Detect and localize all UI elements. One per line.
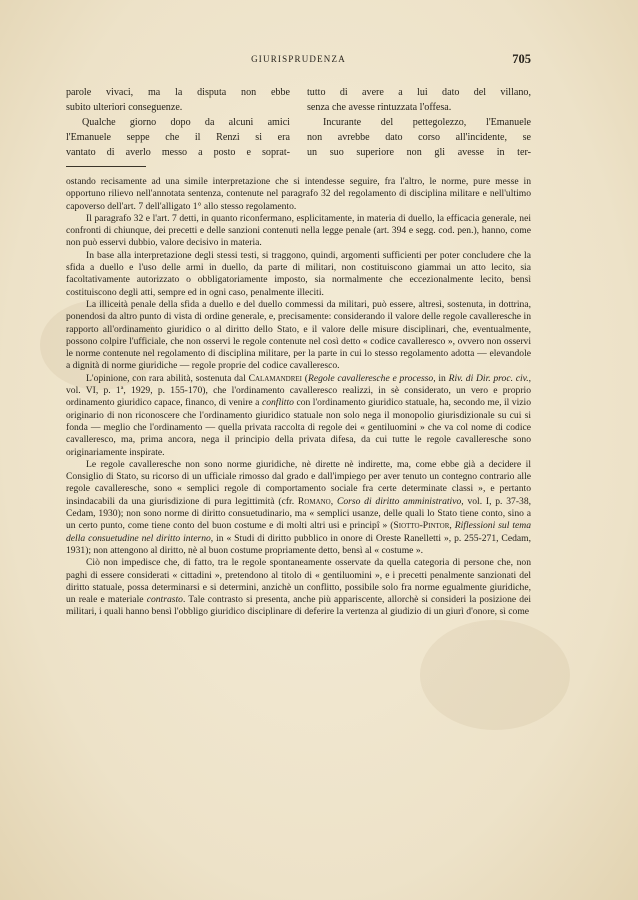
- text-run: (: [304, 372, 308, 384]
- text-line: non avrebbe dato corso all'incidente, se: [307, 132, 531, 143]
- text-run: Ciò non impedisce che, di fatto, tra le regole spontaneamente osservate da quella categoria di persone che, non paghi di essere considerati « cittadini », pretendono al titolo di « gentiluomini », e i precetti penalmente sanzionati del diritto statuale, possa determinarsi e si determini, anzichè un conflitto, possibile solo fra norme egualmente giuridiche, un reale e materiale: [66, 557, 531, 606]
- text-run: , in: [433, 372, 446, 384]
- text-line: Qualche giorno dopo da alcuni amici: [82, 117, 290, 128]
- citation-title: Riflessioni sul tema della consuetudine nel diritto interno: [66, 520, 531, 544]
- text-run: , vol. I, p. 37-38, Cedam, 1930); non sono norme di diritto consuetudinario, ma « semplici usanze, delle quali lo Stato tiene conto, sino a un certo punto, come tiene conto del buon costume e di molti altri usi e principî » (: [66, 495, 532, 532]
- footnote-paragraph: La illiceità penale della sfida a duello e del duello commessi da militari, può essere, altresì, sostenuta, in dottrina, ponendosi da altro punto di vista di ordine generale, e, precisamente: considerando il valore delle regole cavalleresche in rapporto all'ordinamento giuridico o al diritto dello Stato, e il valore delle misure disciplinari, che, eventualmente, possono colpire l'ufficiale, che non osservi le regole contenute nel così detto « codice cavalleresco », ovvero non osservi le norme contenute nel regolamento di disciplina militare, per la parte in cui lo stesso regolamento adotta — elevandole a dignità di norme giuridiche — regole proprie del codice cavalleresco.: [66, 298, 531, 372]
- author-name: Siotto-Pintor: [393, 520, 450, 532]
- text-run: L'opinione, con rara abilità, sostenuta dal: [86, 372, 246, 384]
- text-line: l'Emanuele seppe che il Renzi si era: [66, 132, 290, 143]
- author-name: Calamandrei: [248, 372, 303, 384]
- footnote-paragraph: ostando recisamente ad una simile interpretazione che si intendesse seguire, fra l'altro, le norme, pure messe in opportuno rilievo nell'annotata sentenza, contenute nel paragrafo 32 del regolamento di disciplina militare e nell'ultimo capoverso dell'art. 7 dell'alligato 1° allo stesso regolamento.: [66, 176, 531, 212]
- text-line: subito ulteriori conseguenze.: [66, 102, 183, 113]
- text-run: . Tale contrasto si presenta, anche più appariscente, allorchè si consideri la posizione dei militari, i quali hanno bensì l'obbligo giuridico disciplinare di deferire la vertenza al giudizio di un giurì d'onore, sì come: [66, 594, 531, 618]
- running-title: GIURISPRUDENZA: [251, 54, 346, 64]
- right-column: [307, 85, 531, 160]
- footnote: [66, 176, 531, 619]
- text-line: tutto di avere a lui dato del villano,: [307, 87, 531, 98]
- footnote-divider: [66, 166, 146, 167]
- footnote-paragraph: [66, 557, 531, 618]
- footnote-paragraph: Le regole cavalleresche non sono norme giuridiche, nè dirette nè indirette, ma, come ebbe già a decidere il Consiglio di Stato, su ricorso di un ufficiale rimosso dal grado e dall'impiego per aver tenuto un contegno contrario alle regole cavalleresche, sono « semplici regole di comportamento sociale fra certe determinate classi », e pertanto insindacabili da una giurisdizione di pura legittimità (cfr. Romano, Corso di diritto amministrativo, vol. I, p. 37-38, Cedam, 1930); non sono norme di diritto consuetudinario, ma « semplici usanze, delle quali lo Stato tiene conto, sino a un certo punto, come tiene conto del buon costume e di molti altri usi e principî » (Siotto-Pintor, Riflessioni sul tema della consuetudine nel diritto interno, in « Studi di diritto pubblico in onore di Oreste Ranelletti », p. 255-271, Cedam, 1931); non attengono al diritto, nè al buon costume propriamente detto, bensì al « costume ».: [66, 458, 532, 556]
- text-line: senza che avesse rintuzzata l'offesa.: [307, 102, 452, 113]
- text-run: , in « Studi di diritto pubblico in onore di Oreste Ranelletti », p. 255-271, Cedam, 1931); non attengono al diritto, nè al buon costume propriamente detto, bensì al « costume ».: [66, 532, 531, 556]
- emphasis: contrasto: [146, 594, 183, 606]
- footnote-paragraph: [66, 373, 531, 459]
- page-header: [66, 52, 531, 68]
- text-run: con l'ordinamento giuridico statuale, ha, secondo me, il vizio originario di non riconoscere che l'ordinamento giuridico statuale non solo nega il monopolio giurisdizionale su cui si fonda — meglio che l'ordinamento — quella privata raccolta di regole dei « gentiluomini » che va col nome di codice cavalleresco, ma, prima ancora, nega il principio della privata difesa, da cui tutte le regole cavalleresche sono originariamente inspirate.: [66, 397, 531, 458]
- text-line: vantato di averlo messo a posto e soprat-: [66, 147, 290, 158]
- text-run: Le regole cavalleresche non sono norme giuridiche, nè dirette nè indirette, ma, come ebbe già a decidere il Consiglio di Stato, su ricorso di un ufficiale rimosso dal grado e dall'impiego per aver tenuto un contegno contrario alle regole cavalleresche, sono « semplici regole di comportamento sociale fra certe determinate classi », e pertanto insindacabili da una giurisdizione di pura legittimità (cfr.: [66, 458, 531, 507]
- text-run: , vol. VI, p. 1ª, 1929, p. 155-170), che l'ordinamento cavalleresco realizzi, in sè considerato, un vero e proprio ordinamento giuridico capace, financo, di venire a: [66, 372, 532, 409]
- page-number: 705: [512, 52, 531, 66]
- emphasis: conflitto: [261, 397, 294, 409]
- footnote-paragraph: In base alla interpretazione degli stessi testi, si traggono, quindi, argomenti sufficienti per poter concludere che la sfida a duello e l'uso delle armi in duello, da parte di militari, non costituiscono giammai un atto lecito, sia facoltativamente autorizzato o obbligatoriamente imposto, sia normalmente che eccezionalmente lecito, bensì costituiscono degli atti, sempre ed in ogni caso, penalmente illeciti.: [66, 249, 531, 298]
- journal-title: Riv. di Dir. proc. civ.: [448, 372, 529, 384]
- left-column: [66, 85, 290, 160]
- text-line: parole vivaci, ma la disputa non ebbe: [66, 87, 290, 98]
- citation-title: Regole cavalleresche e processo: [307, 372, 434, 384]
- footnote-paragraph: Il paragrafo 32 e l'art. 7 detti, in quanto riconfermano, esplicitamente, in materia di duello, la efficacia generale, nei confronti di chiunque, dei precetti e delle sanzioni contenuti nella legge penale (art. 394 e segg. cod. pen.), hanno, come non può esservi dubbio, valore decisivo in materia.: [66, 212, 531, 249]
- two-column-body: [66, 85, 531, 160]
- text-line: un suo superiore non gli avesse in ter-: [307, 147, 531, 158]
- paper-stain: [420, 620, 570, 730]
- text-line: Incurante del pettegolezzo, l'Emanuele: [323, 117, 531, 128]
- author-name: Romano: [297, 495, 331, 507]
- citation-title: Corso di diritto amministrativo: [336, 495, 462, 507]
